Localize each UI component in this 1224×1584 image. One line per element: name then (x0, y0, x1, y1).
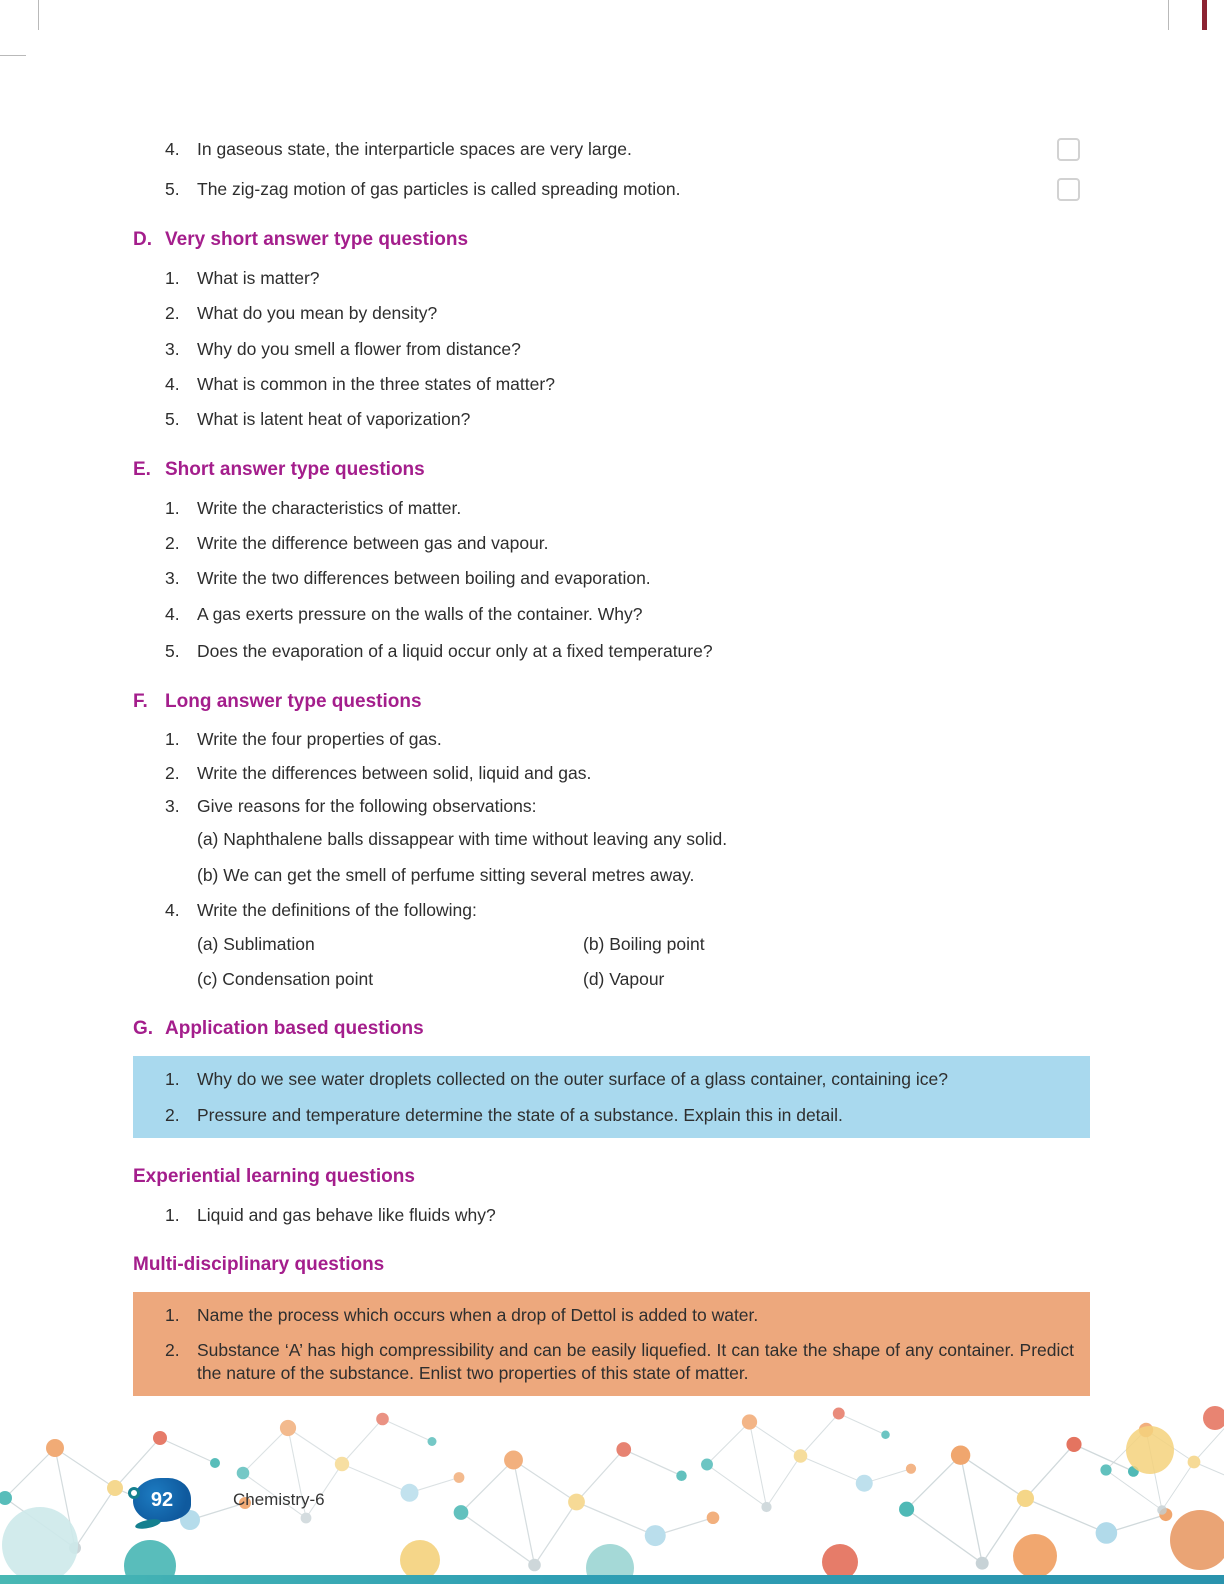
statement-text: In gaseous state, the interparticle spaces are very large. (197, 139, 632, 159)
statement-number: 5. (165, 179, 180, 199)
question-text: Write the difference between gas and vapour. (197, 532, 549, 553)
section-letter: G. (133, 1018, 154, 1040)
sub-question-text: (a) Naphthalene balls dissappear with time without leaving any solid. (197, 829, 728, 850)
question-number: 2. (165, 1104, 180, 1125)
question-text: Write the definitions of the following: (197, 900, 477, 921)
question-text: Write the differences between solid, liquid and gas. (197, 762, 592, 783)
question-text: Liquid and gas behave like fluids why? (197, 1204, 496, 1225)
question-item (133, 408, 1090, 430)
section-title: Application based questions (165, 1018, 424, 1040)
answer-checkbox[interactable] (1057, 178, 1080, 201)
registration-mark (1202, 0, 1207, 30)
statement-text: The zig-zag motion of gas particles is called spreading motion. (197, 179, 681, 199)
question-text: Name the process which occurs when a drop of Dettol is added to water. (197, 1304, 759, 1325)
question-number: 2. (165, 532, 180, 553)
sub-question-text: (c) Condensation point (197, 969, 374, 990)
section-title: Long answer type questions (165, 690, 422, 712)
section-letter: D. (133, 229, 152, 250)
section-heading (133, 691, 1090, 714)
statement-row (133, 178, 1090, 201)
question-text: What is matter? (197, 267, 320, 288)
question-item (133, 899, 1090, 921)
question-number: 1. (165, 1069, 180, 1090)
crop-mark (38, 0, 39, 30)
highlight-box-blue (133, 1056, 1090, 1138)
section-e (133, 459, 1090, 663)
question-number: 4. (165, 900, 180, 921)
question-number: 1. (165, 1304, 180, 1325)
section-heading (133, 1018, 1090, 1041)
section-heading (133, 459, 1090, 482)
question-text: Pressure and temperature determine the state of a substance. Explain this in detail. (197, 1104, 843, 1125)
question-item (133, 762, 1090, 784)
sub-question-pair (133, 933, 1090, 955)
question-item (133, 795, 1090, 817)
question-number: 1. (165, 729, 180, 750)
question-item (133, 567, 1090, 589)
section-g (133, 1018, 1090, 1138)
question-item (133, 1339, 1074, 1384)
question-number: 3. (165, 568, 180, 589)
question-number: 1. (165, 267, 180, 288)
section-heading (133, 1254, 1090, 1277)
sub-question (133, 864, 1090, 886)
question-text: What is common in the three states of matter? (197, 373, 555, 394)
book-title: Chemistry-6 (233, 1490, 325, 1509)
highlight-box-orange (133, 1292, 1090, 1396)
question-item (133, 728, 1090, 750)
bottom-color-bar (0, 1575, 1224, 1584)
badge-dot-icon (128, 1487, 140, 1499)
section-heading (133, 229, 1090, 252)
statement-number: 4. (165, 139, 180, 159)
question-text: Why do you smell a flower from distance? (197, 338, 521, 359)
question-item (133, 1304, 1074, 1326)
question-item (133, 497, 1090, 519)
question-number: 1. (165, 1204, 180, 1225)
question-number: 5. (165, 641, 180, 662)
crop-mark (1168, 0, 1169, 30)
section-d (133, 229, 1090, 431)
page-footer (133, 1478, 325, 1522)
sub-question-text: (d) Vapour (583, 969, 665, 990)
question-number: 1. (165, 497, 180, 518)
question-number: 5. (165, 409, 180, 430)
question-text: Write the characteristics of matter. (197, 497, 462, 518)
page-number-badge (133, 1478, 191, 1522)
question-item (133, 302, 1090, 324)
question-text: Does the evaporation of a liquid occur only at a fixed temperature? (197, 641, 713, 662)
question-text: Give reasons for the following observations: (197, 796, 537, 817)
statement-row (133, 138, 1090, 161)
question-number: 3. (165, 796, 180, 817)
question-item (133, 267, 1090, 289)
question-number: 2. (165, 303, 180, 324)
sub-question-text: (b) We can get the smell of perfume sitting several metres away. (197, 864, 695, 885)
question-text: What is latent heat of vaporization? (197, 409, 471, 430)
answer-checkbox[interactable] (1057, 138, 1080, 161)
question-number: 4. (165, 373, 180, 394)
sub-question-pair (133, 968, 1090, 990)
question-item (133, 1104, 1074, 1126)
question-text: Why do we see water droplets collected on the outer surface of a glass container, containing ice? (197, 1069, 948, 1090)
question-item (133, 373, 1090, 395)
question-number: 2. (165, 762, 180, 783)
question-text: A gas exerts pressure on the walls of the container. Why? (197, 603, 643, 624)
question-text: Write the two differences between boiling and evaporation. (197, 568, 651, 589)
section-heading (133, 1166, 1090, 1189)
sub-question-text: (a) Sublimation (197, 933, 315, 954)
question-number: 3. (165, 338, 180, 359)
question-text: What do you mean by density? (197, 303, 438, 324)
question-text: Substance ‘A’ has high compressibility and can be easily liquefied. It can take the shape of any container. Predict the nature of the substance. Enlist two properties of this state of matter. (197, 1340, 1074, 1383)
section-title: Very short answer type questions (165, 229, 469, 250)
section-multi (133, 1254, 1090, 1396)
question-item (133, 1068, 1074, 1090)
question-item (133, 603, 1090, 625)
page-content (133, 138, 1090, 1396)
page-number: 92 (150, 1488, 174, 1511)
question-item (133, 532, 1090, 554)
question-item (133, 338, 1090, 360)
question-item (133, 1204, 1090, 1226)
section-letter: E. (133, 458, 151, 480)
question-item (133, 640, 1090, 662)
crop-mark (0, 55, 26, 56)
section-f (133, 691, 1090, 991)
sub-question-text: (b) Boiling point (583, 933, 705, 954)
question-number: 2. (165, 1340, 180, 1361)
sub-question (133, 828, 1090, 850)
question-number: 4. (165, 603, 180, 624)
section-experiential (133, 1166, 1090, 1226)
section-title: Short answer type questions (165, 458, 425, 480)
section-title: Experiential learning questions (133, 1166, 415, 1187)
section-title: Multi-disciplinary questions (133, 1254, 385, 1276)
section-letter: F. (133, 690, 148, 712)
question-text: Write the four properties of gas. (197, 729, 442, 750)
